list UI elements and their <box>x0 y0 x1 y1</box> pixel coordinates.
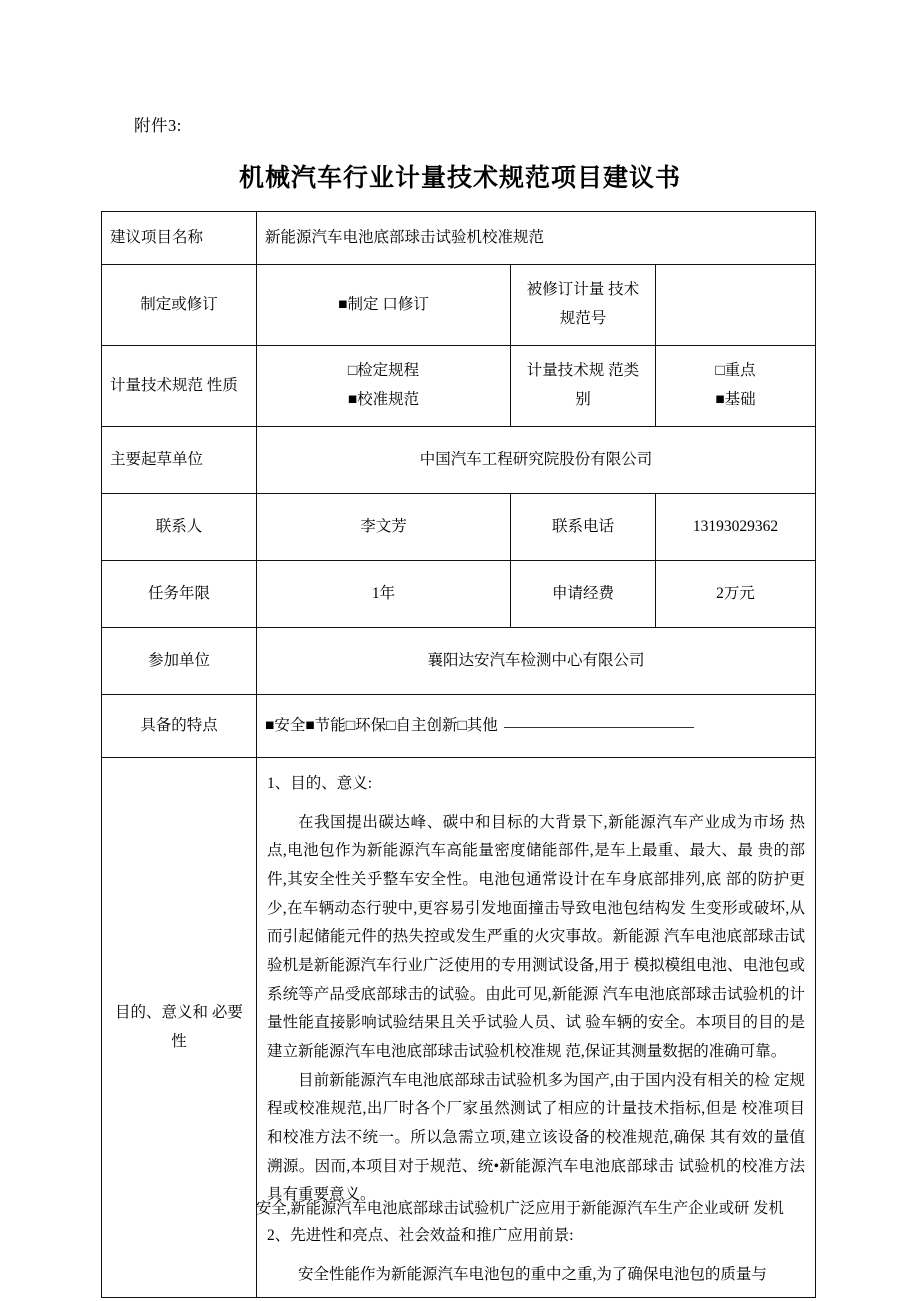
revised-spec-label-line2: 规范号 <box>559 310 607 327</box>
main-drafter-value: 中国汽车工程研究院股份有限公司 <box>257 427 816 494</box>
table-row-spec-nature <box>102 346 816 427</box>
purpose-label <box>102 758 257 1298</box>
attachment-label: 附件3: <box>134 116 182 135</box>
task-term-value: 1年 <box>257 561 511 628</box>
contact-phone-value: 13193029362 <box>656 494 816 561</box>
table-row-task-term <box>102 561 816 628</box>
spec-nature-option-calibration[interactable]: ■校准规范 <box>347 391 420 408</box>
spec-category-option-basic[interactable]: ■基础 <box>715 391 756 408</box>
spec-category-label <box>511 346 656 427</box>
purpose-label-line2: 性 <box>171 1032 187 1050</box>
purpose-label-line1: 目的、意义和 必要 <box>115 1004 243 1022</box>
table-row-contact <box>102 494 816 561</box>
purpose-heading-1: 1、目的、意义: <box>267 775 373 792</box>
purpose-paragraph-1: 在我国提出碳达峰、碳中和目标的大背景下,新能源汽车产业成为市场 热点,电池包作为新能源汽车高能量密度储能部件,是车上最重、最大、最 贵的部件,其安全性关乎整车安全性。电池包通常设计在车身底部排列,底 部的防护更少,在车辆动态行驶中,更容易引发地面撞击导致电池包结构发 生变形或破坏,从而引起储能元件的热失控或发生严重的火灾事故。新能源 汽车电池底部球击试验机是新能源汽车行业广泛使用的专用测试设备,用于 模拟模组电池、电池包或系统等产品受底部球击的试验。由此可见,新能源 汽车电池底部球击试验机的计量性能直接影响试验结果且关乎试验人员、试 验车辆的安全。本项目的目的是建立新能源汽车电池底部球击试验机校准规 范,保证其测量数据的准确可靠。 <box>267 813 806 1061</box>
page-title: 机械汽车行业计量技术规范项目建议书 <box>238 165 681 192</box>
table-row-formulate-revise <box>102 265 816 346</box>
purpose-paragraph-2: 目前新能源汽车电池底部球击试验机多为国产,由于国内没有相关的检 定规程或校准规范,出厂时各个厂家虽然测试了相应的计量技术指标,但是 校准项目和校准方法不统一。所以急需立项,建立该设备的校准规范,确保 其有效的量值溯源。因而,本项目对于规范、统•新能源汽车电池底部球击 试验机的校准方法具有重要意义。 <box>267 1071 806 1204</box>
spec-nature-options[interactable] <box>257 346 511 427</box>
features-other-blank-input[interactable] <box>504 726 694 728</box>
spec-nature-option-verification[interactable]: □检定规程 <box>347 362 420 380</box>
features-value[interactable] <box>257 695 816 758</box>
overflow-continuation-text: 安全,新能源汽车电池底部球击试验机广泛应用于新能源汽车生产企业或研 发机 <box>256 1200 784 1217</box>
revised-spec-number-value[interactable] <box>656 265 816 346</box>
spec-category-label-line2: 别 <box>575 391 591 408</box>
main-drafter-label: 主要起草单位 <box>102 427 257 494</box>
task-term-label: 任务年限 <box>102 561 257 628</box>
revised-spec-number-label <box>511 265 656 346</box>
table-row-main-drafter <box>102 427 816 494</box>
purpose-heading-2: 2、先进性和亮点、社会效益和推广应用前景: <box>267 1227 574 1245</box>
revised-spec-label-line1: 被修订计量 技术 <box>526 281 640 299</box>
funding-value: 2万元 <box>656 561 816 628</box>
project-name-value: 新能源汽车电池底部球击试验机校准规范 <box>257 212 816 265</box>
contact-person-value: 李文芳 <box>257 494 511 561</box>
project-name-label: 建议项目名称 <box>102 212 257 265</box>
contact-phone-label: 联系电话 <box>511 494 656 561</box>
formulate-revise-value[interactable]: ■制定 口修订 <box>257 265 511 346</box>
table-row-features <box>102 695 816 758</box>
features-label: 具备的特点 <box>102 695 257 758</box>
table-row-project-name <box>102 212 816 265</box>
spec-category-label-line1: 计量技术规 范类 <box>526 362 640 380</box>
proposal-table <box>101 211 816 1298</box>
formulate-revise-label: 制定或修订 <box>102 265 257 346</box>
participating-units-value: 襄阳达安汽车检测中心有限公司 <box>257 628 816 695</box>
features-options-text[interactable]: ■安全■节能□环保□自主创新□其他 <box>265 716 498 734</box>
table-row-participating-units <box>102 628 816 695</box>
funding-label: 申请经费 <box>511 561 656 628</box>
spec-category-option-key[interactable]: □重点 <box>715 362 756 380</box>
contact-person-label: 联系人 <box>102 494 257 561</box>
spec-category-options[interactable] <box>656 346 816 427</box>
spec-nature-label: 计量技术规范 性质 <box>102 346 257 427</box>
participating-units-label: 参加单位 <box>102 628 257 695</box>
purpose-paragraph-3: 安全性能作为新能源汽车电池包的重中之重,为了确保电池包的质量与 <box>298 1265 767 1283</box>
